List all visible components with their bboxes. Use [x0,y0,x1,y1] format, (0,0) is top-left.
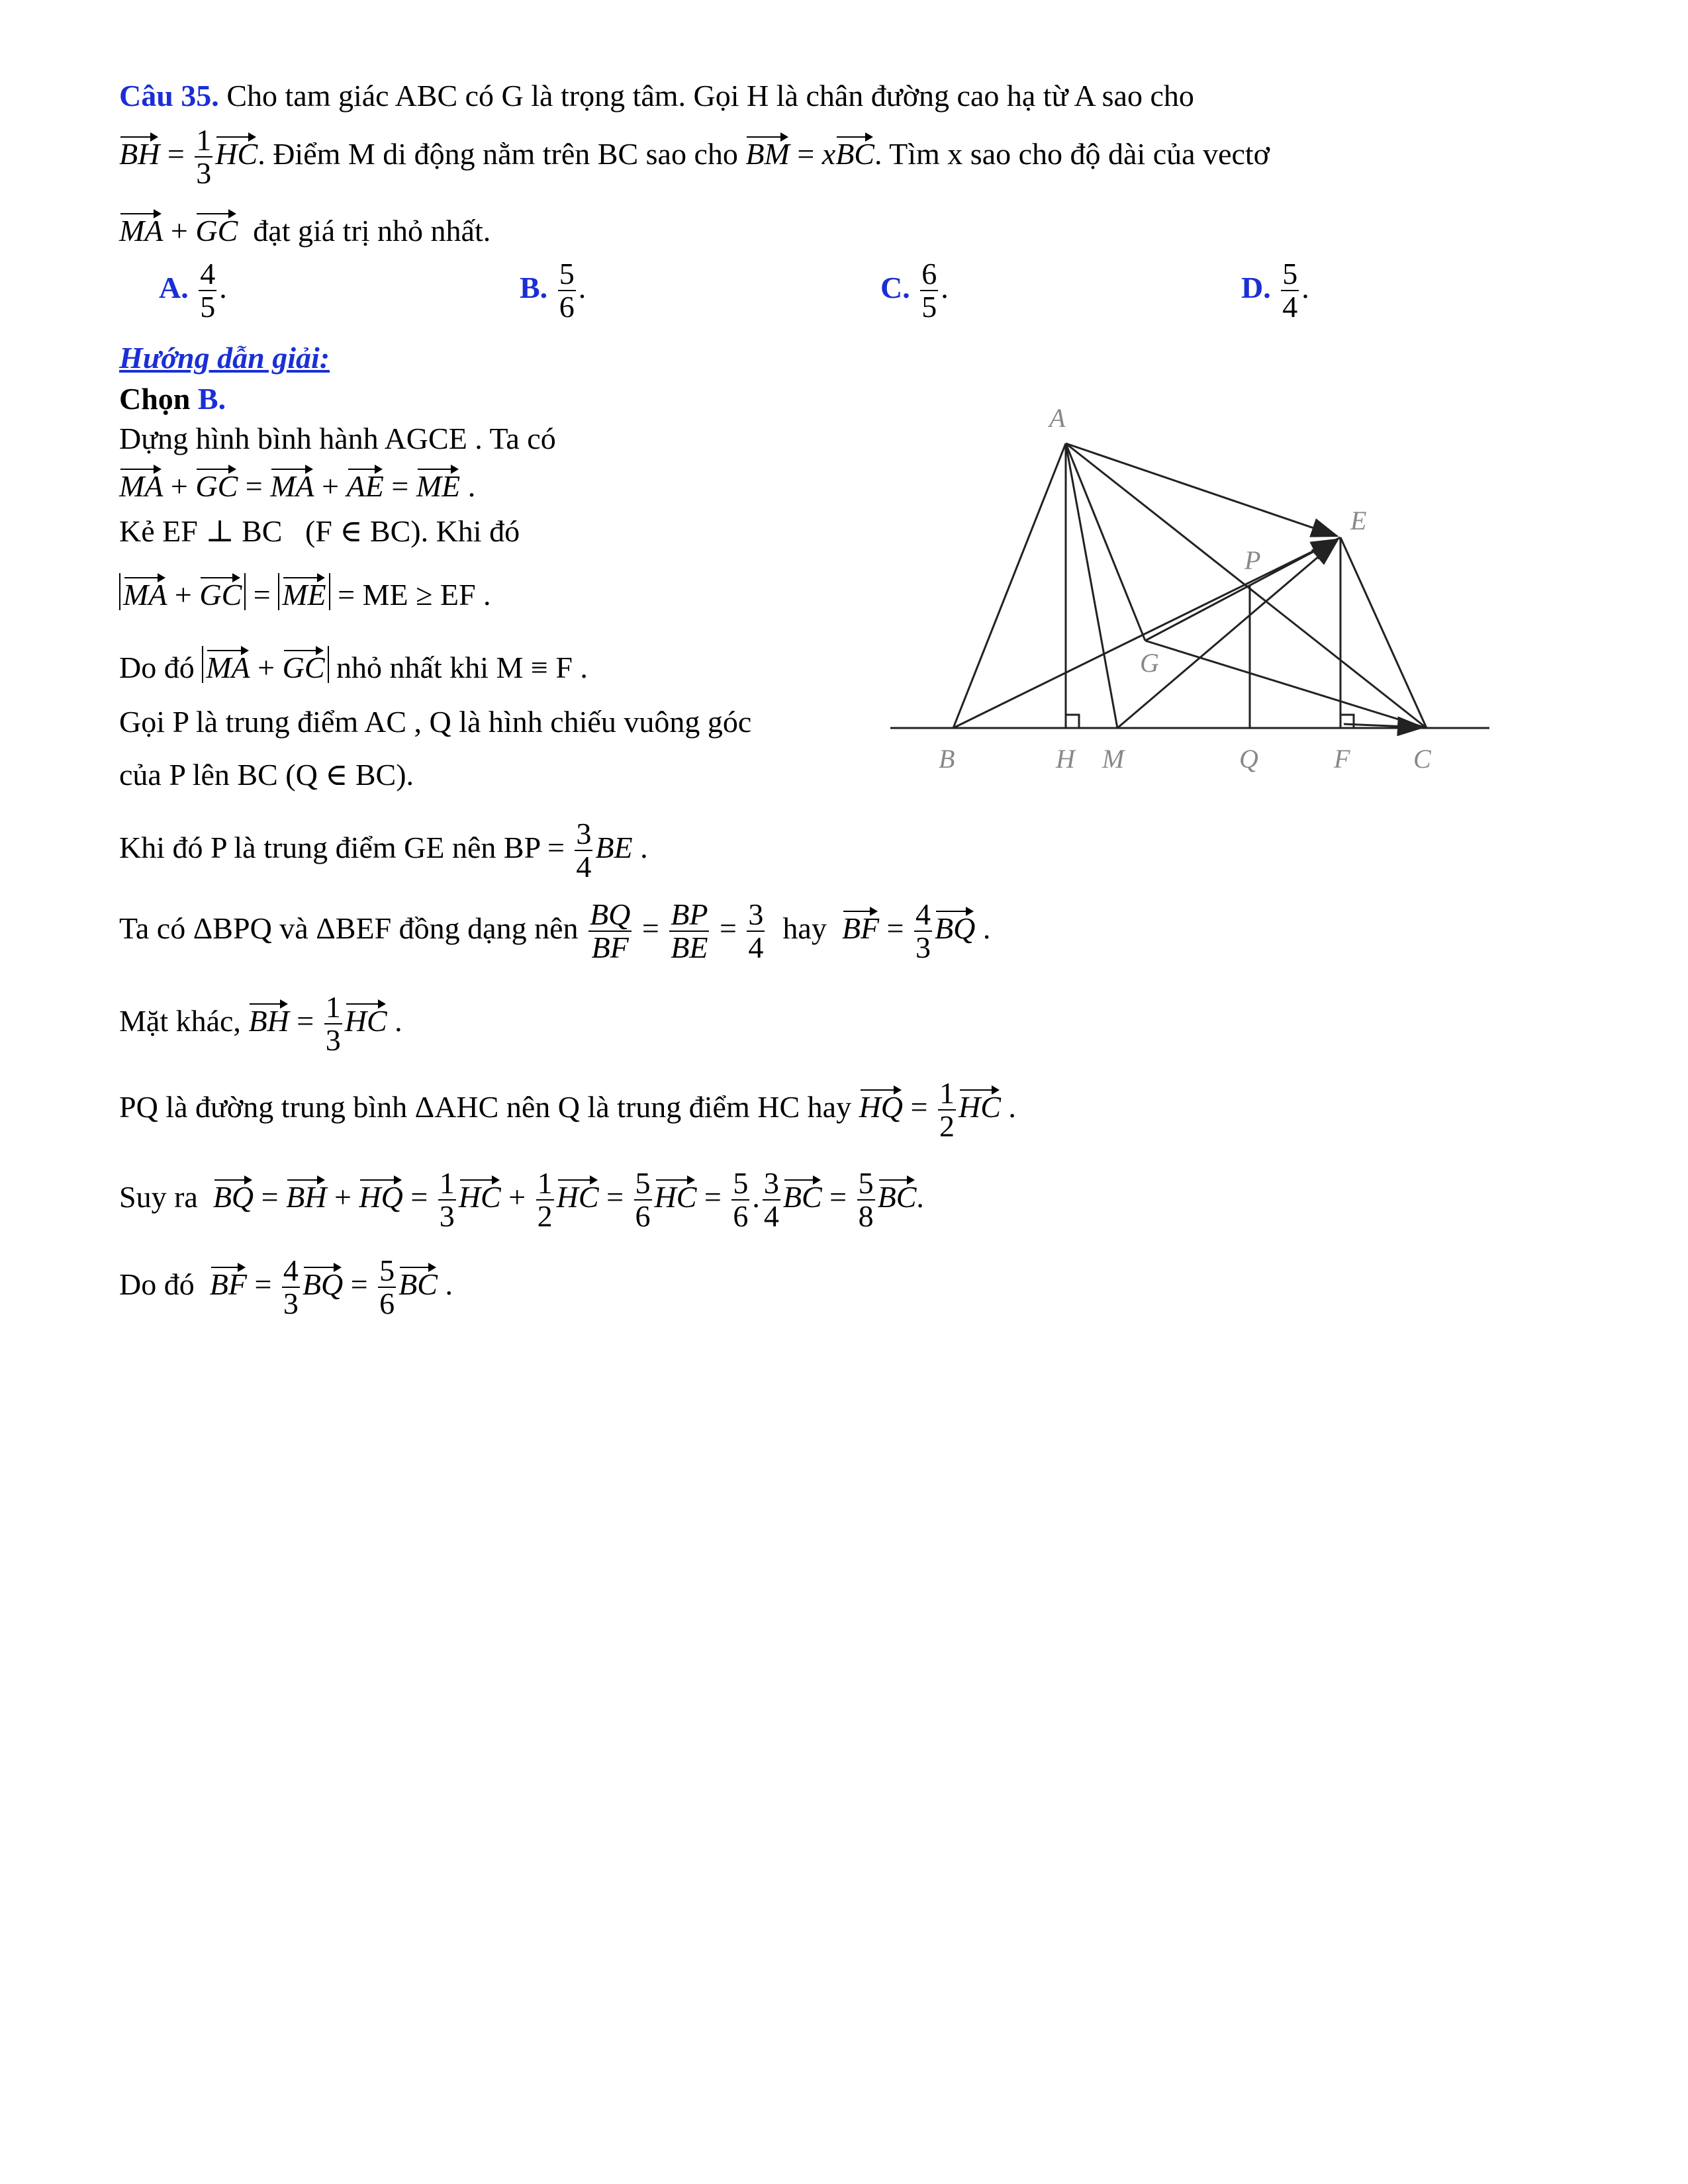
segment-gc [1145,641,1427,728]
solution-step-13: Do đó BF = $\frac{4}{3}$ BQ = $\frac{5}{6}$ BC . [119,1253,453,1321]
option-d[interactable]: D. $\frac{5}{4}$ . [1241,257,1309,324]
question-text-3: đạt giá trị nhỏ nhất. [253,214,491,248]
option-b[interactable]: B. $\frac{5}{6}$ . [520,257,586,324]
solution-step-11: PQ là đường trung bình ΔAHC nên Q là trung điểm HC hay HQ = $\frac{1}{2}$ HC . [119,1076,1016,1144]
label-f: F [1334,744,1350,774]
segment-ag [1066,443,1145,641]
label-h: H [1056,744,1075,774]
label-c: C [1413,744,1431,774]
solution-step-7: của P lên BC (Q ∈ BC). [119,758,414,792]
solution-step-9: Ta có ΔBPQ và ΔBEF đồng dạng nên $\frac{BQ}{BF}$ = $\frac{BP}{BE}$ = $\frac{3}{4}$ hay BF = $\frac{4}{3}$ BQ . [119,897,991,965]
label-q: Q [1239,744,1258,774]
solution-step-4: MA + GC = ME = ME ≥ EF . [119,573,491,610]
solution-step-5: Do đó MA + GC nhỏ nhất khi M ≡ F . [119,646,588,683]
label-a: A [1049,403,1066,433]
solution-step-10: Mặt khác, BH = $\frac{1}{3}$ HC . [119,990,402,1058]
option-a[interactable]: A. $\frac{4}{5}$ . [159,257,227,324]
label-g: G [1140,648,1159,678]
vector-me [1117,541,1337,728]
label-p: P [1244,545,1261,575]
solution-step-12: Suy ra BQ = BH + HQ = $\frac{1}{3}$ HC + $\frac{1}{2}$ HC = $\frac{5}{6}$ HC = $\frac{5}{6}$ . $\frac{3}{4}$ BC = $\frac{5}{8}$ BC. [119,1166,924,1234]
vector-fc [1344,724,1423,727]
question-line-2: BH = $\frac{1}{3}$ HC. Điểm M di động nằm trên BC sao cho BM = xBC. Tìm x sao cho độ dài của vectơ [119,123,1270,191]
option-c[interactable]: C. $\frac{6}{5}$ . [880,257,949,324]
right-angle-f [1340,715,1354,728]
label-e: E [1350,506,1367,535]
question-text-2b: . Tìm x sao cho độ dài của vectơ [874,136,1270,171]
label-m: M [1102,744,1125,774]
solution-heading: Hướng dẫn giải: [119,341,330,375]
solution-step-6: Gọi P là trung điểm AC , Q là hình chiếu vuông góc [119,705,752,739]
question-label: Câu 35. [119,79,219,113]
question-text-2a: . Điểm M di động nằm trên BC sao cho [258,136,738,171]
solution-step-3: Kẻ EF ⊥ BC (F ∈ BC). Khi đó [119,514,520,548]
solution-step-1: Dựng hình bình hành AGCE . Ta có [119,422,556,455]
solution-step-8: Khi đó P là trung điểm GE nên BP = $\frac{3}{4}$ BE . [119,817,648,884]
vector-be [953,539,1337,728]
label-b: B [939,744,955,774]
solution-choose: Chọn B. [119,382,226,416]
segment-ec [1340,537,1427,728]
solution-step-2: MA + GC = MA + AE = ME . [119,467,475,502]
right-angle-h [1066,715,1079,728]
side-ab [953,443,1066,728]
segment-am [1066,443,1117,728]
geometry-figure [887,390,1496,788]
question-line-3: MA + GC đạt giá trị nhỏ nhất. [119,212,491,246]
question-line-1 [119,81,1194,111]
question-text-1: Cho tam giác ABC có G là trọng tâm. Gọi H là chân đường cao hạ từ A sao cho [226,79,1194,113]
side-ac [1066,443,1427,728]
vector-ae [1066,443,1337,536]
